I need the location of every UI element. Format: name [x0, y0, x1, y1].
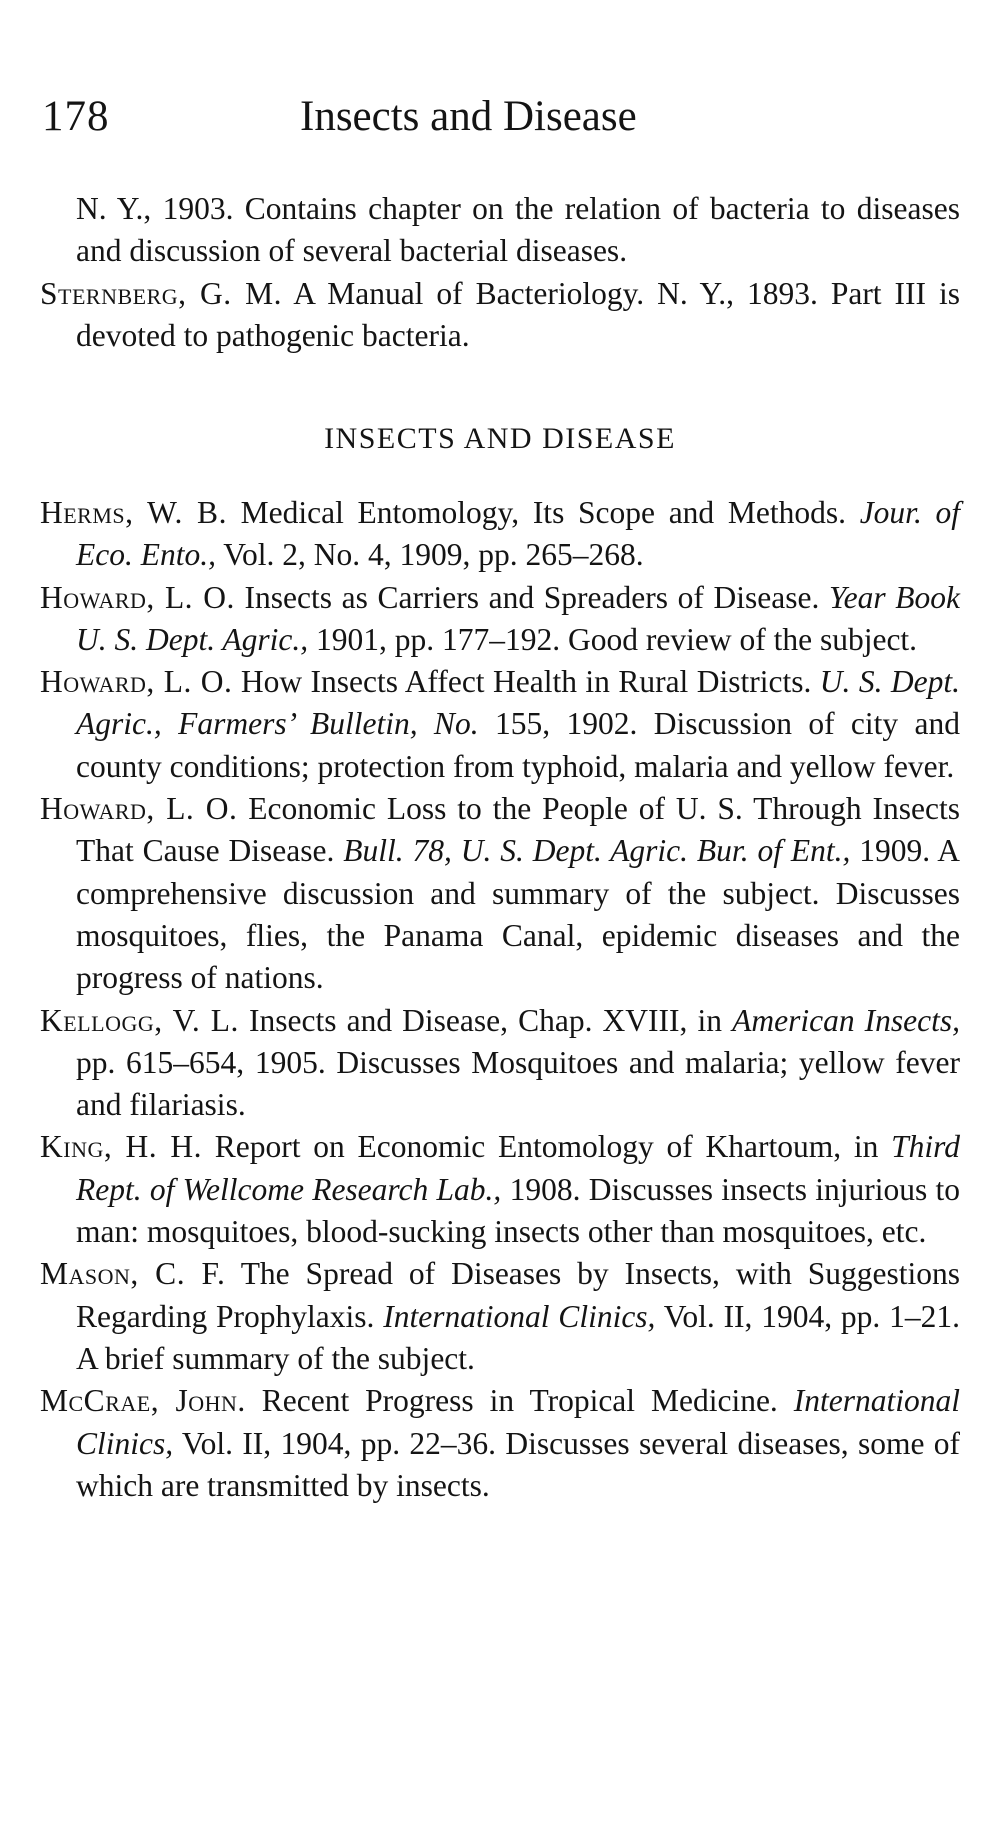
entry-text: A Manual of Bacteriology. N. Y., 1893. Part III is devoted to pathogenic bacteria. [76, 275, 960, 353]
running-title: Insects and Disease [300, 93, 637, 140]
entry-source: American Insects, [732, 1002, 961, 1038]
bibliography-entry [40, 661, 960, 788]
entry-title: Medical Entomology, Its Scope and Methods. [240, 495, 846, 530]
entry-author: Kellogg, V. L. [40, 1002, 239, 1038]
entry-author: Mason, C. F. [40, 1256, 226, 1292]
entry-title: Insects and Disease, Chap. XVIII, in [249, 1002, 722, 1038]
entry-title: Insects as Carriers and Spreaders of Disease. [244, 579, 820, 615]
entry-author: Howard, L. O. [40, 579, 235, 615]
section-heading: INSECTS AND DISEASE [324, 422, 676, 455]
entry-source: Year Book U. S. Dept. Agric., [76, 579, 961, 657]
page-number: 178 [42, 93, 110, 140]
entry-title: The Spread of Diseases by Insects, with Suggestions Regarding Prophylaxis. [76, 1256, 960, 1334]
entry-source: International Clinics, [76, 1383, 960, 1461]
entry-details: 1909. A comprehensive discussion and summary of the subject. Discusses mosquitoes, flies, the Panama Canal, epidemic diseases and the progress of nations. [76, 833, 961, 996]
entry-author: Howard, L. O. [40, 664, 233, 700]
entry-title: Economic Loss to the People of U. S. Through Insects That Cause Disease. [76, 791, 961, 869]
bibliography-entry [40, 788, 960, 999]
entry-details: 1908. Discusses insects injurious to man: mosquitoes, blood-sucking insects other than mosquitoes, etc. [76, 1171, 960, 1250]
entry-source: Third Rept. of Wellcome Research Lab., [76, 1129, 960, 1207]
bibliography-continued [40, 188, 960, 357]
entry-source: U. S. Dept. Agric., Farmers’ Bulletin, No. [76, 664, 961, 742]
bibliography-entry [40, 577, 960, 662]
bibliography-entry-continued: N. Y., 1903. Contains chapter on the relation of bacteria to diseases and discussion of several bacterial diseases. [76, 191, 960, 269]
bibliography-entry [40, 1253, 960, 1380]
entry-title: How Insects Affect Health in Rural Districts. [240, 664, 812, 700]
entry-author: Herms, W. B. [40, 495, 227, 530]
entry-details: Vol. 2, No. 4, 1909, pp. 265–268. [223, 537, 644, 573]
entry-details: 1901, pp. 177–192. Good review of the subject. [316, 621, 918, 657]
entry-author: Howard, L. O. [40, 791, 238, 827]
bibliography-entry [40, 1126, 960, 1253]
entry-title: Recent Progress in Tropical Medicine. [261, 1383, 778, 1419]
entry-details: Vol. II, 1904, pp. 22–36. Discusses several diseases, some of which are transmitted by insects. [76, 1425, 961, 1503]
entry-details: Vol. II, 1904, pp. 1–21. A brief summary of the subject. [76, 1298, 961, 1376]
page-header [42, 92, 962, 152]
entry-details: 155, 1902. Discussion of city and county conditions; protection from typhoid, malaria and yellow fever. [76, 706, 961, 784]
entry-author: McCrae, John. [40, 1383, 246, 1419]
entry-author: King, H. H. [40, 1129, 202, 1165]
entry-source: International Clinics, [383, 1298, 656, 1334]
bibliography-entry [40, 492, 960, 577]
entry-author: Sternberg, G. M. [40, 275, 282, 311]
entry-title: Report on Economic Entomology of Khartoum, in [214, 1129, 879, 1165]
entry-details: pp. 615–654, 1905. Discusses Mosquitoes and malaria; yellow fever and filariasis. [76, 1044, 960, 1123]
entry-source: Bull. 78, U. S. Dept. Agric. Bur. of Ent., [343, 833, 851, 869]
bibliography-entry [40, 273, 960, 358]
bibliography-entry [40, 1380, 960, 1507]
bibliography-entry [40, 1000, 960, 1127]
bibliography-list [40, 492, 960, 1507]
entry-source: Jour. of Eco. Ento., [76, 495, 961, 573]
